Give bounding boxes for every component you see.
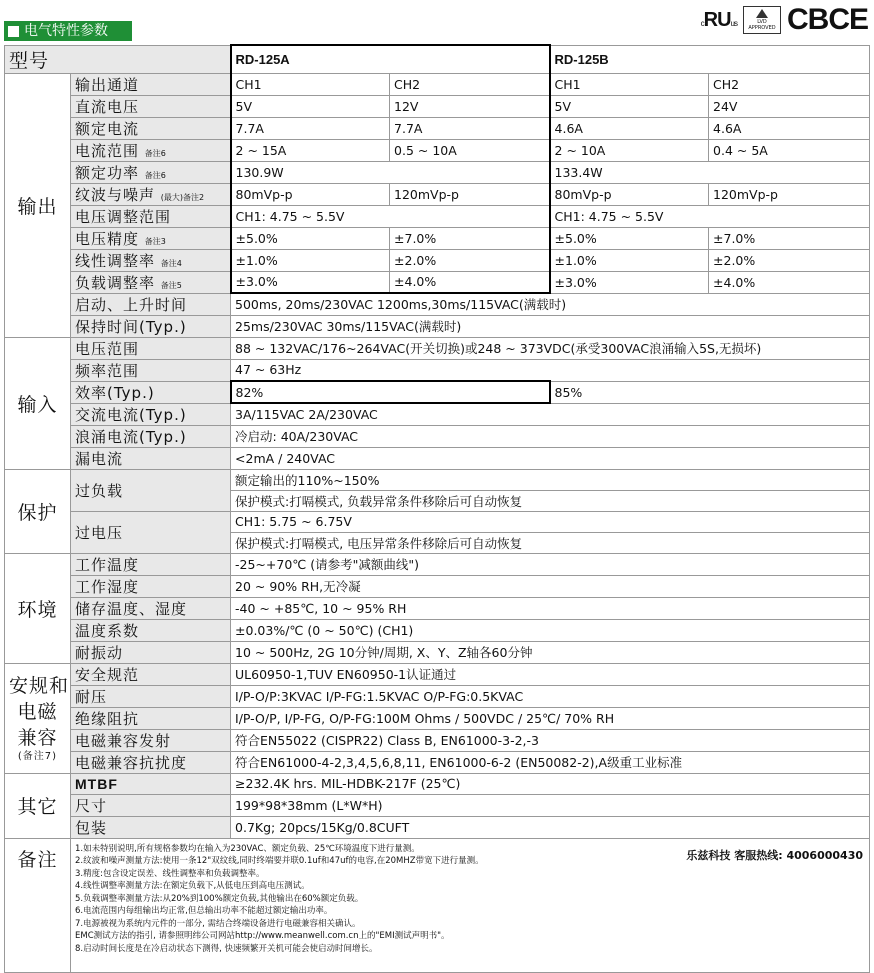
cell: ±1.0% [550, 249, 709, 271]
cell: 冷启动: 40A/230VAC [231, 425, 870, 447]
label-load-reg: 负载调整率 备注5 [71, 271, 231, 293]
cell: I/P-O/P:3KVAC I/P-FG:1.5KVAC O/P-FG:0.5KVAC [231, 685, 870, 707]
notes-cell [71, 838, 870, 972]
cell: 80mVp-p [550, 183, 709, 205]
category-environment: 环境 [5, 553, 71, 663]
table-row [5, 315, 870, 337]
model-b: RD-125B [550, 45, 870, 73]
cell: 4.6A [550, 117, 709, 139]
cell: CH1 [231, 73, 390, 95]
label-vibration: 耐振动 [71, 641, 231, 663]
lvd-logo: LVD APPROVED [743, 6, 781, 34]
table-row [5, 161, 870, 183]
cell: 25ms/230VAC 30ms/115VAC(满载时) [231, 315, 870, 337]
table-row [5, 425, 870, 447]
cell: ±0.03%/℃ (0 ~ 50℃) (CH1) [231, 619, 870, 641]
cell: <2mA / 240VAC [231, 447, 870, 469]
label-storage: 储存温度、湿度 [71, 597, 231, 619]
cell: 88 ~ 132VAC/176~264VAC(开关切换)或248 ~ 373VDC(承受300VAC浪涌输入5S,无损坏) [231, 337, 870, 359]
table-row [5, 293, 870, 315]
label-ripple: 纹波与噪声 (最大)备注2 [71, 183, 231, 205]
label-inrush: 浪涌电流(Typ.) [71, 425, 231, 447]
cell: ±2.0% [709, 249, 870, 271]
table-row [5, 117, 870, 139]
cell: UL60950-1,TUV EN60950-1认证通过 [231, 663, 870, 685]
label-tolerance: 电压精度 备注3 [71, 227, 231, 249]
note-line: 5.负载调整率测量方法:从20%到100%额定负载,其他输出在60%额定负载。 [75, 893, 364, 904]
label-overload: 过负载 [71, 469, 231, 511]
label-leakage: 漏电流 [71, 447, 231, 469]
table-row [5, 575, 870, 597]
cell: 0.7Kg; 20pcs/15Kg/0.8CUFT [231, 816, 870, 838]
section-header [4, 21, 132, 41]
table-row [5, 619, 870, 641]
cell: 82% [231, 381, 550, 403]
cell: 2 ~ 15A [231, 139, 390, 161]
cell: 4.6A [709, 117, 870, 139]
label-ac-current: 交流电流(Typ.) [71, 403, 231, 425]
cb-ce-logo: CBCE [786, 3, 868, 36]
table-row [5, 597, 870, 619]
table-row [5, 707, 870, 729]
cell: 2 ~ 10A [550, 139, 709, 161]
cell: 3A/115VAC 2A/230VAC [231, 403, 870, 425]
table-row [5, 381, 870, 403]
cell: 85% [550, 381, 870, 403]
cell: 0.4 ~ 5A [709, 139, 870, 161]
cell: I/P-O/P, I/P-FG, O/P-FG:100M Ohms / 500VDC / 25℃/ 70% RH [231, 707, 870, 729]
table-row [5, 553, 870, 575]
cell: 0.5 ~ 10A [390, 139, 550, 161]
note-line: 7.电源被视为系统内元件的一部分, 需结合终端设备进行电磁兼容相关确认。 [75, 918, 361, 929]
table-row [5, 139, 870, 161]
cell: ≥232.4K hrs. MIL-HDBK-217F (25℃) [231, 773, 870, 794]
notes-row [5, 838, 870, 972]
cell: 80mVp-p [231, 183, 390, 205]
cell: 24V [709, 95, 870, 117]
label-dimension: 尺寸 [71, 794, 231, 816]
table-row [5, 641, 870, 663]
note-line: 4.线性调整率测量方法:在额定负载下,从低电压到高电压测试。 [75, 881, 310, 891]
cell: CH2 [709, 73, 870, 95]
table-row [5, 249, 870, 271]
cell: ±5.0% [231, 227, 390, 249]
cell: 5V [550, 95, 709, 117]
table-row [5, 773, 870, 794]
model-a: RD-125A [231, 45, 550, 73]
cell: 符合EN61000-4-2,3,4,5,6,8,11, EN61000-6-2 (EN50082-2),A级重工业标准 [231, 751, 870, 773]
label-isolation: 绝缘阻抗 [71, 707, 231, 729]
table-row [5, 95, 870, 117]
cell: 120mVp-p [390, 183, 550, 205]
cell: 500ms, 20ms/230VAC 1200ms,30ms/115VAC(满载时) [231, 293, 870, 315]
cell: ±7.0% [709, 227, 870, 249]
cell: ±7.0% [390, 227, 550, 249]
label-mtbf: MTBF [71, 773, 231, 794]
label-safety-standards: 安全规范 [71, 663, 231, 685]
model-row [5, 45, 870, 73]
table-row [5, 337, 870, 359]
label-overvoltage: 过电压 [71, 511, 231, 553]
category-others: 其它 [5, 773, 71, 838]
table-row [5, 447, 870, 469]
cell: CH1 [550, 73, 709, 95]
cell: 47 ~ 63Hz [231, 359, 870, 381]
cell: ±4.0% [390, 271, 550, 293]
label-hold: 保持时间(Typ.) [71, 315, 231, 337]
cell: ±1.0% [231, 249, 390, 271]
label-efficiency: 效率(Typ.) [71, 381, 231, 403]
cell: ±5.0% [550, 227, 709, 249]
label-line-reg: 线性调整率 备注4 [71, 249, 231, 271]
category-protection: 保护 [5, 469, 71, 553]
table-row [5, 663, 870, 685]
table-row [5, 205, 870, 227]
hotline-text: 乐兹科技 客服热线: 4006000430 [686, 848, 864, 862]
cell: 额定输出的110%~150% [231, 469, 870, 490]
cell: 120mVp-p [709, 183, 870, 205]
category-input: 输入 [5, 337, 71, 469]
cell: 20 ~ 90% RH,无冷凝 [231, 575, 870, 597]
cell: 符合EN55022 (CISPR22) Class B, EN61000-3-2,-3 [231, 729, 870, 751]
label-channel: 输出通道 [71, 73, 231, 95]
cell: 保护模式:打嗝模式, 电压异常条件移除后可自动恢复 [231, 532, 870, 553]
cell: ±3.0% [550, 271, 709, 293]
cell: 5V [231, 95, 390, 117]
label-temp-coeff: 温度系数 [71, 619, 231, 641]
cell: CH2 [390, 73, 550, 95]
note-line: 1.如未特别说明,所有规格参数均在输入为230VAC、额定负载、25℃环境温度下进行量测。 [75, 843, 420, 854]
note-line: 3.精度:包含设定误差、线性调整率和负载调整率。 [75, 868, 265, 879]
table-row [5, 403, 870, 425]
label-dc-voltage: 直流电压 [71, 95, 231, 117]
square-icon [8, 26, 19, 37]
table-row [5, 511, 870, 532]
label-emc-emission: 电磁兼容发射 [71, 729, 231, 751]
label-rated-power: 额定功率 备注6 [71, 161, 231, 183]
cell: 7.7A [231, 117, 390, 139]
cell: 199*98*38mm (L*W*H) [231, 794, 870, 816]
cell: 7.7A [390, 117, 550, 139]
note-line: 8.启动时间长度是在冷启动状态下测得, 快速频繁开关机可能会使启动时间增长。 [75, 943, 378, 954]
table-row [5, 685, 870, 707]
label-voltage-range: 电压范围 [71, 337, 231, 359]
table-row [5, 73, 870, 95]
table-row [5, 729, 870, 751]
cell: CH1: 5.75 ~ 6.75V [231, 511, 870, 532]
cell: 133.4W [550, 161, 870, 183]
cell: ±3.0% [231, 271, 390, 293]
label-withstand: 耐压 [71, 685, 231, 707]
cell: 130.9W [231, 161, 550, 183]
label-humidity: 工作湿度 [71, 575, 231, 597]
category-notes: 备注 [5, 838, 71, 972]
category-output: 输出 [5, 73, 71, 337]
table-row [5, 794, 870, 816]
label-emc-immunity: 电磁兼容抗扰度 [71, 751, 231, 773]
cell: -25~+70℃ (请参考"减额曲线") [231, 553, 870, 575]
table-row [5, 359, 870, 381]
cell: 保护模式:打嗝模式, 负载异常条件移除后可自动恢复 [231, 490, 870, 511]
table-row [5, 469, 870, 490]
label-rated-current: 额定电流 [71, 117, 231, 139]
cell: ±4.0% [709, 271, 870, 293]
cell: 10 ~ 500Hz, 2G 10分钟/周期, X、Y、Z轴各60分钟 [231, 641, 870, 663]
note-line: 6.电流范围内每组输出均正常,但总输出功率不能超过额定输出功率。 [75, 906, 333, 916]
cell: ±2.0% [390, 249, 550, 271]
category-safety-emc: 安规和 电磁 兼容 (备注7) [5, 663, 71, 773]
label-setup: 启动、上升时间 [71, 293, 231, 315]
section-title: 电气特性参数 [24, 23, 108, 39]
table-row [5, 183, 870, 205]
ul-logo: cRUus [700, 8, 737, 31]
cell: CH1: 4.75 ~ 5.5V [231, 205, 550, 227]
table-row [5, 271, 870, 293]
label-freq: 频率范围 [71, 359, 231, 381]
triangle-icon [756, 9, 768, 18]
note-line: 2.纹波和噪声测量方法:使用一条12"双纹线,同时终端要并联0.1uf和47uf的电容,在20MHZ带宽下进行量测。 [75, 856, 484, 866]
cell: CH1: 4.75 ~ 5.5V [550, 205, 870, 227]
table-row [5, 751, 870, 773]
spec-table [4, 44, 870, 973]
label-work-temp: 工作温度 [71, 553, 231, 575]
cell: 12V [390, 95, 550, 117]
table-row [5, 227, 870, 249]
label-current-range: 电流范围 备注6 [71, 139, 231, 161]
certification-logos [701, 2, 868, 38]
model-label: 型号 [5, 45, 231, 73]
cell: -40 ~ +85℃, 10 ~ 95% RH [231, 597, 870, 619]
table-row [5, 816, 870, 838]
label-packing: 包装 [71, 816, 231, 838]
label-adj-range: 电压调整范围 [71, 205, 231, 227]
note-line: EMC测试方法的指引, 请参照明纬公司网站http://www.meanwell.com.cn上的"EMI测试声明书"。 [75, 931, 450, 941]
